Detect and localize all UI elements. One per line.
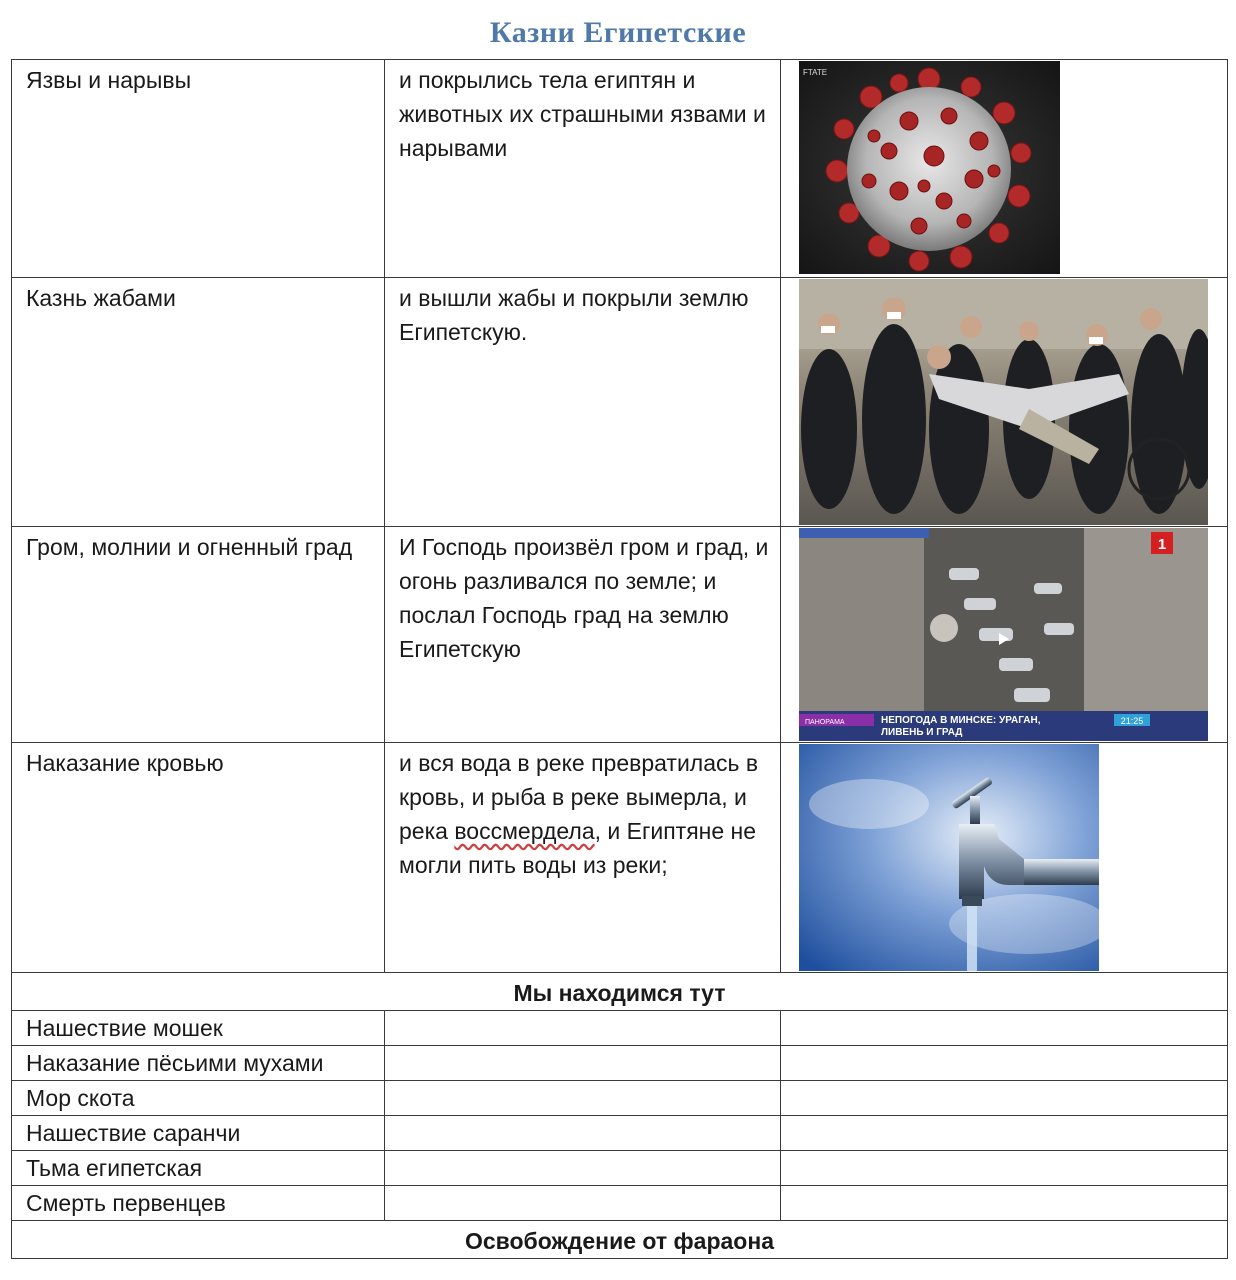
- table-row: [12, 60, 1228, 278]
- empty-cell: [385, 1011, 781, 1046]
- news-bar-label: ПАНОРАМА: [805, 719, 845, 726]
- news-headline-2: ЛИВЕНЬ И ГРАД: [881, 727, 963, 738]
- plague-name: Язвы и нарывы: [12, 60, 385, 278]
- image-cell: [781, 278, 1228, 527]
- table-row: [12, 278, 1228, 527]
- news-time: 21:25: [1120, 716, 1144, 726]
- table-row: [12, 1046, 1228, 1081]
- flood-news-image: [799, 528, 1208, 741]
- description-text: , и Египтяне не могли пить воды из реки;: [399, 818, 757, 878]
- plague-name: Наказание кровью: [12, 743, 385, 973]
- plague-description: И Господь произвёл гром и град, и огонь разливался по земле; и послал Господь град на землю Египетскую: [385, 527, 781, 743]
- table-row: [12, 1011, 1228, 1046]
- empty-cell: [385, 1186, 781, 1221]
- coronavirus-image: [799, 61, 1060, 274]
- table-row: [12, 743, 1228, 973]
- plague-name: Гром, молнии и огненный град: [12, 527, 385, 743]
- empty-cell: [385, 1081, 781, 1116]
- empty-cell: [781, 1116, 1228, 1151]
- plague-name: Тьма египетская: [12, 1151, 385, 1186]
- empty-cell: [781, 1011, 1228, 1046]
- plague-name: Мор скота: [12, 1081, 385, 1116]
- table-row: [12, 1221, 1228, 1259]
- plague-name: Смерть первенцев: [12, 1186, 385, 1221]
- virus-label: FTATE: [803, 68, 828, 77]
- table-row: [12, 973, 1228, 1011]
- image-cell: [781, 527, 1228, 743]
- plague-description: и вышли жабы и покрыли землю Египетскую.: [385, 278, 781, 527]
- plague-description: [385, 743, 781, 973]
- empty-cell: [385, 1046, 781, 1081]
- spellcheck-word: воссмердела: [454, 818, 595, 844]
- plague-description: и покрылись тела египтян и животных их страшными язвами и нарывами: [385, 60, 781, 278]
- page-title: Казни Египетские: [489, 16, 747, 49]
- police-arrest-image: [799, 279, 1208, 525]
- empty-cell: [385, 1151, 781, 1186]
- table-row: [12, 1116, 1228, 1151]
- image-cell: [781, 743, 1228, 973]
- plague-name: Нашествие мошек: [12, 1011, 385, 1046]
- liberation-footer: Освобождение от фараона: [12, 1221, 1228, 1259]
- empty-cell: [781, 1081, 1228, 1116]
- empty-cell: [385, 1116, 781, 1151]
- table-row: [12, 1151, 1228, 1186]
- plague-name: Казнь жабами: [12, 278, 385, 527]
- table-row: [12, 1186, 1228, 1221]
- plagues-table: [11, 59, 1228, 1259]
- image-cell: [781, 60, 1228, 278]
- empty-cell: [781, 1151, 1228, 1186]
- table-row: [12, 1081, 1228, 1116]
- plague-name: Нашествие саранчи: [12, 1116, 385, 1151]
- table-row: [12, 527, 1228, 743]
- current-position-marker: Мы находимся тут: [12, 973, 1228, 1011]
- news-headline-1: НЕПОГОДА В МИНСКЕ: УРАГАН,: [881, 715, 1041, 726]
- water-tap-image: [799, 744, 1099, 971]
- empty-cell: [781, 1046, 1228, 1081]
- plague-name: Наказание пёсьими мухами: [12, 1046, 385, 1081]
- channel-logo: 1: [1157, 536, 1167, 553]
- description-text: и вся вода в реке превратилась в кровь, и рыба в реке вымерла, и река: [399, 750, 759, 844]
- empty-cell: [781, 1186, 1228, 1221]
